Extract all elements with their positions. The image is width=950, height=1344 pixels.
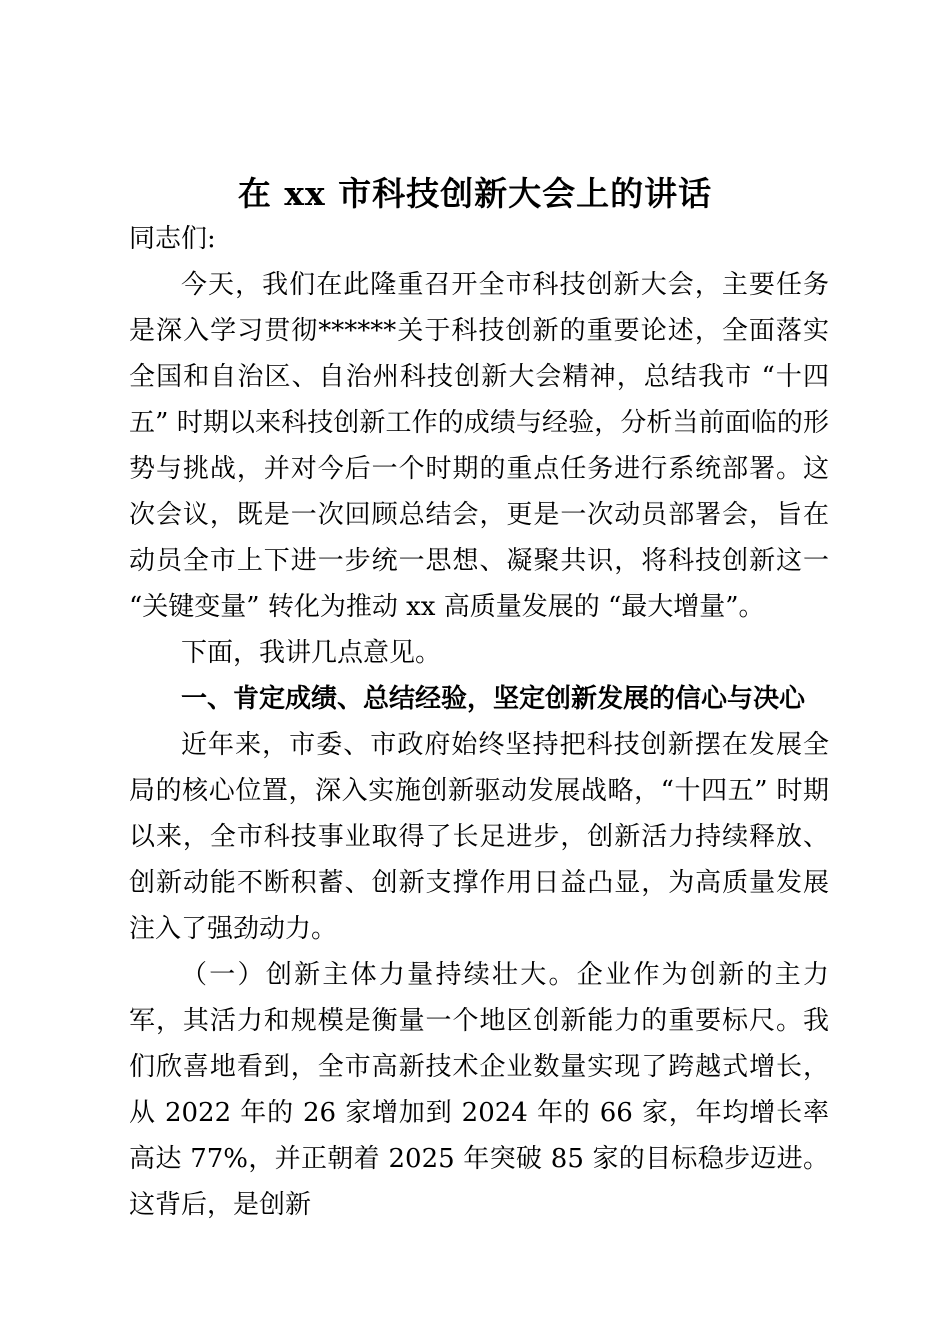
document-title: 在 xx 市科技创新大会上的讲话 (237, 174, 713, 213)
paragraph-transition: 下面，我讲几点意见。 (181, 638, 442, 668)
paragraph-innovation-subjects: （一）创新主体力量持续壮大。企业作为创新的主力军，其活力和规模是衡量一个地区创新能力的重要标尺。我们欣喜地看到，全市高新技术企业数量实现了跨越式增长，从 2022 年的 26 家增加到 2024 年的 66 家，年均增长率高达 77%，并正朝着 2025 年突破 85 家的目标稳步迈进。这背后，是创新 (129, 960, 829, 1220)
paragraph-achievements: 近年来，市委、市政府始终坚持把科技创新摆在发展全局的核心位置，深入实施创新驱动发展战略，“十四五” 时期以来，全市科技事业取得了长足进步，创新活力持续释放、创新动能不断积蓄、创新支撑作用日益凸显，为高质量发展注入了强劲动力。 (129, 730, 829, 944)
section-heading: 一、肯定成绩、总结经验，坚定创新发展的信心与决心 (181, 684, 806, 714)
paragraph-intro: 今天，我们在此隆重召开全市科技创新大会，主要任务是深入学习贯彻******关于科技创新的重要论述，全面落实全国和自治区、自治州科技创新大会精神，总结我市 “十四五” 时期以来科技创新工作的成绩与经验，分析当前面临的形势与挑战，并对今后一个时期的重点任务进行系统部署。这次会议，既是一次回顾总结会，更是一次动员部署会，旨在动员全市上下进一步统一思想、凝聚共识，将科技创新这一 “关键变量” 转化为推动 xx 高质量发展的 “最大增量”。 (129, 270, 829, 622)
salutation: 同志们: (129, 224, 216, 254)
document-body (129, 216, 829, 1228)
